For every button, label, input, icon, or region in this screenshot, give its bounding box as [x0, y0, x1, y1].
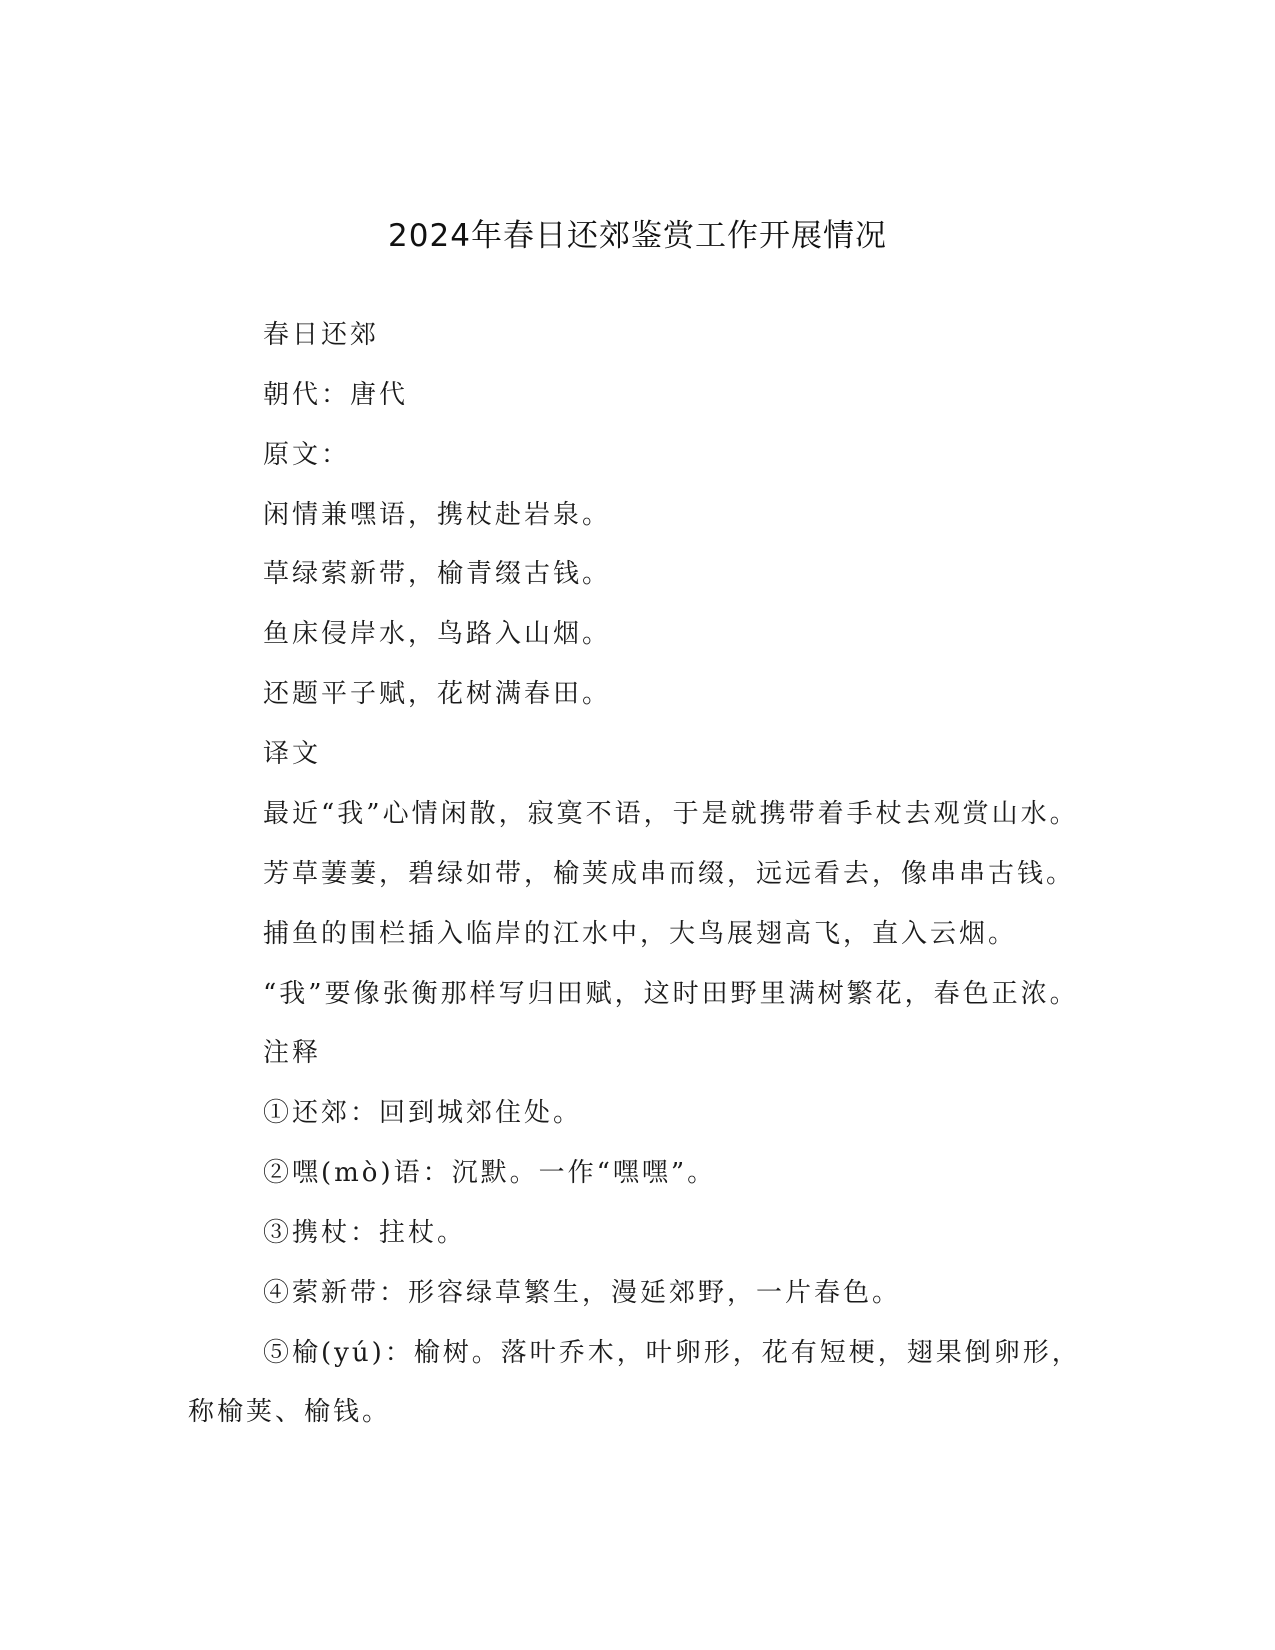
translation-line: 捕鱼的围栏插入临岸的江水中，大鸟展翅高飞，直入云烟。: [263, 919, 1018, 949]
original-heading: 原文：: [263, 440, 351, 470]
dynasty-line: 朝代：唐代: [263, 380, 409, 410]
poem-title: 春日还郊: [263, 320, 380, 350]
translation-line: “我”要像张衡那样写归田赋，这时田野里满树繁花，春色正浓。: [263, 979, 1079, 1009]
translation-line: 最近“我”心情闲散，寂寞不语，于是就携带着手杖去观赏山水。: [263, 799, 1079, 829]
note-continuation: 称榆荚、榆钱。: [188, 1397, 392, 1427]
translation-heading: 译文: [263, 739, 322, 769]
note-item: ②嘿(mò)语：沉默。一作“嘿嘿”。: [263, 1158, 717, 1188]
original-line: 草绿萦新带，榆青缀古钱。: [263, 559, 612, 589]
original-line: 还题平子赋，花树满春田。: [263, 679, 612, 709]
note-item: ⑤榆(yú)：榆树。落叶乔木，叶卵形，花有短梗，翅果倒卵形，: [263, 1338, 1081, 1368]
note-item: ③携杖：拄杖。: [263, 1218, 467, 1248]
note-item: ①还郊：回到城郊住处。: [263, 1098, 583, 1128]
notes-heading: 注释: [263, 1038, 322, 1068]
document-title: 2024年春日还郊鉴赏工作开展情况: [388, 218, 887, 254]
original-line: 闲情兼嘿语，携杖赴岩泉。: [263, 500, 612, 530]
note-item: ④萦新带：形容绿草繁生，漫延郊野，一片春色。: [263, 1278, 902, 1308]
original-line: 鱼床侵岸水，鸟路入山烟。: [263, 619, 612, 649]
translation-line: 芳草萋萋，碧绿如带，榆荚成串而缀，远远看去，像串串古钱。: [263, 859, 1076, 889]
